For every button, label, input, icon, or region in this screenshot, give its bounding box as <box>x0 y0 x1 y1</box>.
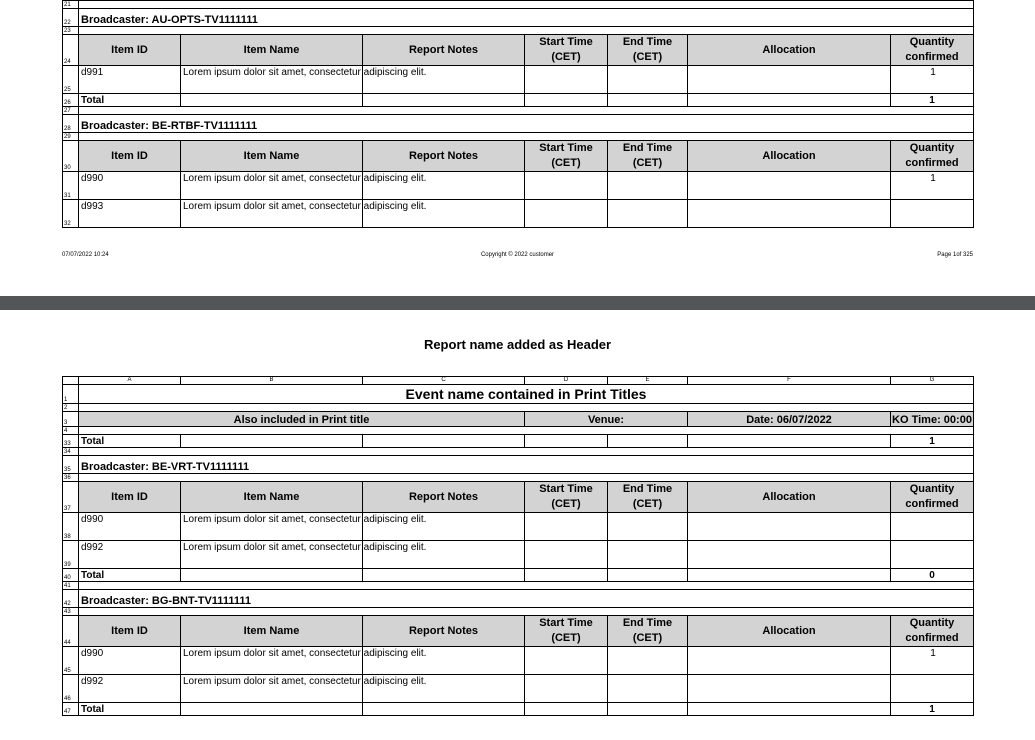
quantity-cell <box>891 513 974 541</box>
broadcaster-title: Broadcaster: BE-RTBF-TV1111111 <box>79 115 974 133</box>
col-header-quantity: Quantity confirmed <box>891 141 974 172</box>
item-id-cell: d990 <box>79 513 181 541</box>
quantity-cell <box>891 541 974 569</box>
item-id-cell: d992 <box>79 541 181 569</box>
col-header-start-time: Start Time (CET) <box>525 616 608 647</box>
row-number: 34 <box>63 448 79 456</box>
item-id-cell: d990 <box>79 647 181 675</box>
col-header-quantity: Quantity confirmed <box>891 616 974 647</box>
row-number: 30 <box>63 141 79 172</box>
col-header-report-notes: Report Notes <box>363 482 525 513</box>
total-value: 1 <box>891 703 974 716</box>
table-row <box>63 172 974 200</box>
row-number: 2 <box>63 404 79 412</box>
date-label: Date: 06/07/2022 <box>688 412 891 427</box>
row-number: 45 <box>63 647 79 675</box>
row-number: 1 <box>63 385 79 404</box>
item-id-cell: d991 <box>79 66 181 94</box>
col-header-end-time: End Time (CET) <box>608 141 688 172</box>
item-name-cell: Lorem ipsum dolor sit amet, consectetur adipiscing elit. <box>181 172 363 200</box>
col-header-start-time: Start Time (CET) <box>525 482 608 513</box>
row-number: 40 <box>63 569 79 582</box>
row-number: 37 <box>63 482 79 513</box>
quantity-cell <box>891 675 974 703</box>
col-header-item-id: Item ID <box>79 35 181 66</box>
row-number: 25 <box>63 66 79 94</box>
column-letter: C <box>363 377 525 385</box>
total-value: 1 <box>891 435 974 448</box>
row-number: 32 <box>63 200 79 228</box>
total-label: Total <box>79 569 181 582</box>
venue-label: Venue: <box>525 412 688 427</box>
item-id-cell: d992 <box>79 675 181 703</box>
item-name-cell: Lorem ipsum dolor sit amet, consectetur adipiscing elit. <box>181 541 363 569</box>
broadcaster-title: Broadcaster: BG-BNT-TV1111111 <box>79 590 974 608</box>
total-value: 0 <box>891 569 974 582</box>
col-header-quantity: Quantity confirmed <box>891 35 974 66</box>
row-number: 41 <box>63 582 79 590</box>
total-row <box>63 94 974 107</box>
col-header-report-notes: Report Notes <box>363 616 525 647</box>
table-row <box>63 647 974 675</box>
column-letter: A <box>79 377 181 385</box>
total-value: 1 <box>891 94 974 107</box>
item-id-cell: d990 <box>79 172 181 200</box>
row-number: 42 <box>63 590 79 608</box>
col-header-end-time: End Time (CET) <box>608 482 688 513</box>
item-name-cell: Lorem ipsum dolor sit amet, consectetur adipiscing elit. <box>181 200 363 228</box>
row-number: 44 <box>63 616 79 647</box>
column-letters-row <box>63 377 974 385</box>
row-number: 33 <box>63 435 79 448</box>
column-letter: B <box>181 377 363 385</box>
report-page-1 <box>0 0 1035 296</box>
quantity-cell: 1 <box>891 66 974 94</box>
footer-copyright: Copyright © 2022 customer <box>480 252 555 258</box>
col-header-allocation: Allocation <box>688 482 891 513</box>
table-row <box>63 541 974 569</box>
col-header-report-notes: Report Notes <box>363 35 525 66</box>
table-row <box>63 200 974 228</box>
print-title-note: Also included in Print title <box>79 412 525 427</box>
col-header-end-time: End Time (CET) <box>608 35 688 66</box>
col-header-item-name: Item Name <box>181 616 363 647</box>
total-row <box>63 569 974 582</box>
broadcaster-title: Broadcaster: BE-VRT-TV1111111 <box>79 456 974 474</box>
row-number: 23 <box>63 27 79 35</box>
row-number: 4 <box>63 427 79 435</box>
col-header-item-name: Item Name <box>181 482 363 513</box>
footer-page-number: Page 1of 325 <box>937 252 973 258</box>
ko-time-label: KO Time: 00:00 <box>891 412 974 427</box>
col-header-start-time: Start Time (CET) <box>525 141 608 172</box>
row-number: 43 <box>63 608 79 616</box>
row-number: 35 <box>63 456 79 474</box>
row-number: 24 <box>63 35 79 66</box>
row-number: 29 <box>63 133 79 141</box>
total-row <box>63 435 974 448</box>
total-label: Total <box>79 94 181 107</box>
row-number: 28 <box>63 115 79 133</box>
quantity-cell: 1 <box>891 172 974 200</box>
col-header-item-name: Item Name <box>181 35 363 66</box>
col-header-item-id: Item ID <box>79 141 181 172</box>
table-row <box>63 675 974 703</box>
page-header: Report name added as Header <box>423 337 612 352</box>
row-number: 27 <box>63 107 79 115</box>
col-header-allocation: Allocation <box>688 35 891 66</box>
col-header-start-time: Start Time (CET) <box>525 35 608 66</box>
col-header-item-id: Item ID <box>79 616 181 647</box>
total-label: Total <box>79 703 181 716</box>
row-number: 47 <box>63 703 79 716</box>
broadcaster-title: Broadcaster: AU-OPTS-TV1111111 <box>79 9 974 27</box>
item-name-cell: Lorem ipsum dolor sit amet, consectetur adipiscing elit. <box>181 513 363 541</box>
column-letter: G <box>891 377 974 385</box>
row-number: 22 <box>63 9 79 27</box>
table-row <box>63 513 974 541</box>
footer-date: 07/07/2022 10:24 <box>62 252 109 258</box>
spreadsheet-table-page-1 <box>62 0 974 228</box>
col-header-allocation: Allocation <box>688 141 891 172</box>
item-name-cell: Lorem ipsum dolor sit amet, consectetur adipiscing elit. <box>181 66 363 94</box>
row-number: 31 <box>63 172 79 200</box>
row-number: 3 <box>63 412 79 427</box>
col-header-end-time: End Time (CET) <box>608 616 688 647</box>
row-number: 26 <box>63 94 79 107</box>
total-label: Total <box>79 435 181 448</box>
col-header-item-id: Item ID <box>79 482 181 513</box>
col-header-quantity: Quantity confirmed <box>891 482 974 513</box>
report-page-2 <box>0 310 1035 740</box>
quantity-cell <box>891 200 974 228</box>
col-header-item-name: Item Name <box>181 141 363 172</box>
row-number: 46 <box>63 675 79 703</box>
column-letter: F <box>688 377 891 385</box>
column-letter: D <box>525 377 608 385</box>
row-number: 21 <box>63 1 79 9</box>
quantity-cell: 1 <box>891 647 974 675</box>
col-header-allocation: Allocation <box>688 616 891 647</box>
row-number: 39 <box>63 541 79 569</box>
total-row <box>63 703 974 716</box>
row-number: 36 <box>63 474 79 482</box>
col-header-report-notes: Report Notes <box>363 141 525 172</box>
row-number: 38 <box>63 513 79 541</box>
column-letter: E <box>608 377 688 385</box>
item-name-cell: Lorem ipsum dolor sit amet, consectetur adipiscing elit. <box>181 647 363 675</box>
item-id-cell: d993 <box>79 200 181 228</box>
spreadsheet-table-page-2 <box>62 376 974 716</box>
item-name-cell: Lorem ipsum dolor sit amet, consectetur adipiscing elit. <box>181 675 363 703</box>
event-title: Event name contained in Print Titles <box>79 385 974 404</box>
table-row <box>63 66 974 94</box>
